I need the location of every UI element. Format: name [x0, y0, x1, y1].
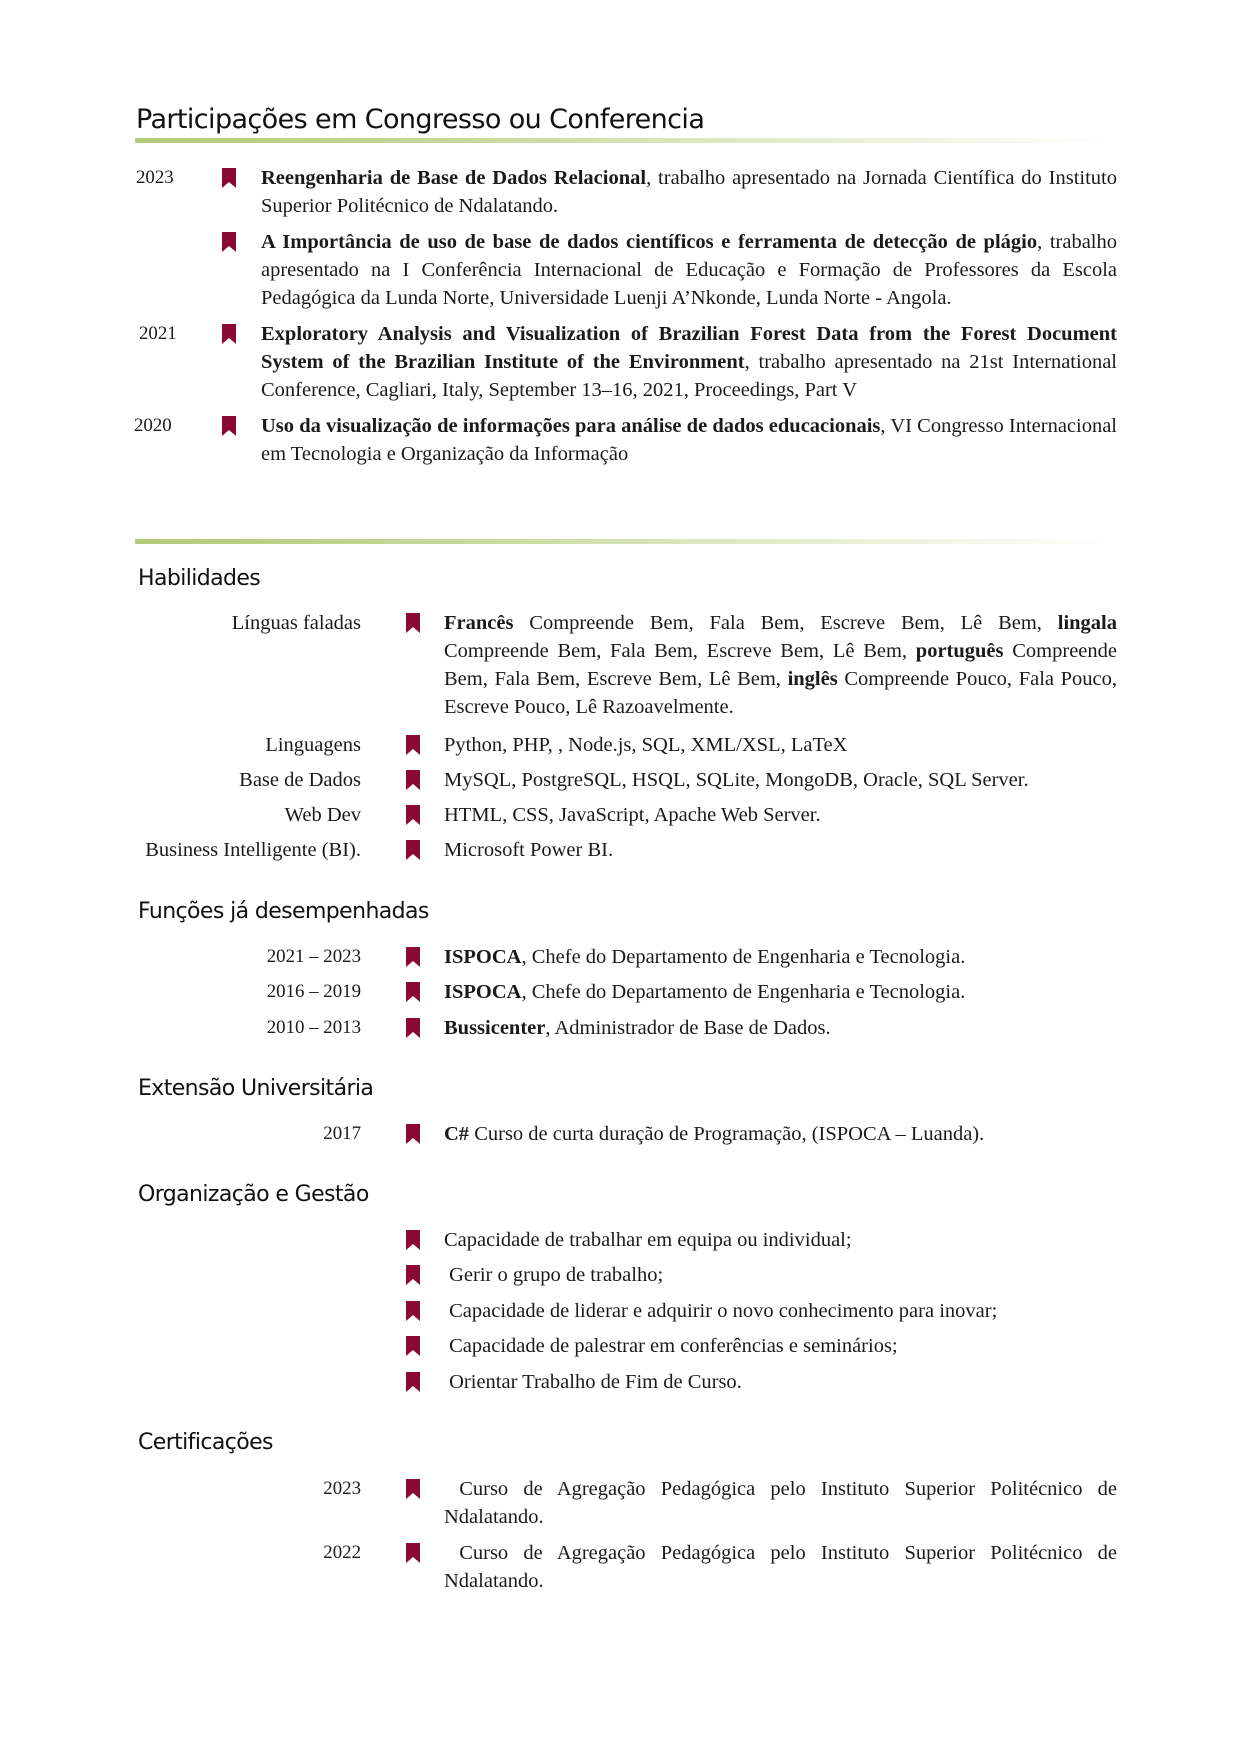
section-title-extension: Extensão Universitária [138, 1076, 374, 1101]
entry-title: Exploratory Analysis and Visualization of Brazilian Forest Data from the Forest Document System of the Brazilian Institute of the Environment [261, 323, 1117, 373]
role-org: Bussicenter [444, 1017, 546, 1039]
skill-label: Linguagens [265, 734, 361, 756]
item-text: Capacidade de trabalhar em equipa ou individual; [444, 1229, 852, 1251]
section-title-organization: Organização e Gestão [138, 1182, 369, 1207]
bookmark-icon [406, 840, 420, 860]
bookmark-icon [406, 770, 420, 790]
entry-desc: Curso de curta duração de Programação, (ISPOCA – Luanda). [469, 1123, 985, 1145]
entry-year: 2021 [139, 323, 177, 344]
bookmark-icon [222, 168, 236, 188]
skill-label: Base de Dados [239, 769, 361, 791]
certification-text: Curso de Agregação Pedagógica pelo Instituto Superior Politécnico de Ndalatando. [444, 1478, 1123, 1528]
role-org: ISPOCA [444, 981, 522, 1003]
language-level: Compreende Bem, Fala Bem, Escreve Bem, Lê Bem, [444, 640, 916, 662]
entry-title: C# [444, 1123, 470, 1145]
bookmark-icon [406, 1301, 420, 1321]
role-period: 2010 – 2013 [266, 1017, 361, 1038]
entry-desc: , trabalho apresentado na Jornada Científica do Instituto Superior Politécnico de Ndalatando. [261, 167, 1118, 217]
entry-title: Reengenharia de Base de Dados Relacional [261, 167, 647, 189]
language-name: inglês [787, 668, 838, 690]
bookmark-icon [222, 232, 236, 252]
bookmark-icon [406, 1479, 420, 1499]
role-period: 2016 – 2019 [266, 981, 361, 1002]
entry-year: 2023 [323, 1478, 361, 1499]
skill-label: Línguas faladas [231, 612, 361, 634]
section-title-skills: Habilidades [138, 566, 261, 591]
entry-year: 2020 [134, 415, 172, 436]
bookmark-icon [406, 805, 420, 825]
item-text: Gerir o grupo de trabalho; [444, 1264, 664, 1286]
skill-label: Business Intelligente (BI). [145, 839, 361, 861]
bookmark-icon [406, 947, 420, 967]
bookmark-icon [406, 1230, 420, 1250]
bookmark-icon [406, 1124, 420, 1144]
bookmark-icon [406, 1018, 420, 1038]
item-text: Orientar Trabalho de Fim de Curso. [444, 1371, 742, 1393]
language-name: lingala [1057, 612, 1117, 634]
certification-text: Curso de Agregação Pedagógica pelo Instituto Superior Politécnico de Ndalatando. [444, 1542, 1123, 1592]
bookmark-icon [222, 324, 236, 344]
section-rule [135, 138, 1110, 143]
section-title-roles: Funções já desempenhadas [138, 899, 429, 924]
language-name: Francês [444, 612, 514, 634]
role-desc: , Chefe do Departamento de Engenharia e Tecnologia. [521, 946, 966, 968]
language-level: Compreende Bem, Fala Bem, Escreve Bem, Lê Bem, [513, 612, 1058, 634]
role-period: 2021 – 2023 [266, 946, 361, 967]
skill-value: MySQL, PostgreSQL, HSQL, SQLite, MongoDB, Oracle, SQL Server. [444, 769, 1029, 791]
entry-title: Uso da visualização de informações para análise de dados educacionais [261, 415, 881, 437]
skill-value: Microsoft Power BI. [444, 839, 614, 861]
language-level: Compreende Bem, Fala Bem, Escreve Bem, Lê Bem, [444, 640, 1117, 690]
bookmark-icon [406, 1336, 420, 1356]
bookmark-icon [222, 416, 236, 436]
language-level: Compreende Pouco, Fala Pouco, Escreve Pouco, Lê Razoavelmente. [444, 668, 1117, 718]
section-title-congress: Participações em Congresso ou Conferencia [136, 104, 705, 135]
entry-year: 2023 [136, 167, 174, 188]
bookmark-icon [406, 735, 420, 755]
skill-value: Python, PHP, , Node.js, SQL, XML/XSL, LaTeX [444, 734, 848, 756]
skill-label: Web Dev [284, 804, 361, 826]
bookmark-icon [406, 1265, 420, 1285]
language-name: português [915, 640, 1004, 662]
item-text: Capacidade de palestrar em conferências e seminários; [444, 1335, 898, 1357]
item-text: Capacidade de liderar e adquirir o novo conhecimento para inovar; [444, 1300, 998, 1322]
bookmark-icon [406, 1372, 420, 1392]
bookmark-icon [406, 1543, 420, 1563]
section-title-certifications: Certificações [138, 1430, 273, 1455]
entry-desc: , VI Congresso Internacional em Tecnologia e Organização da Informação [261, 415, 1118, 465]
role-desc: , Administrador de Base de Dados. [545, 1017, 831, 1039]
bookmark-icon [406, 982, 420, 1002]
languages-text [444, 609, 1117, 721]
entry-year: 2022 [323, 1542, 361, 1563]
bookmark-icon [406, 613, 420, 633]
entry-year: 2017 [323, 1123, 361, 1144]
role-org: ISPOCA [444, 946, 522, 968]
skill-value: HTML, CSS, JavaScript, Apache Web Server. [444, 804, 821, 826]
section-divider [135, 539, 1110, 544]
entry-desc: , trabalho apresentado na 21st International Conference, Cagliari, Italy, September 13–16, 2021, Proceedings, Part V [261, 351, 1117, 401]
entry-desc: , trabalho apresentado na I Conferência Internacional de Educação e Formação de Professores da Escola Pedagógica da Lunda Norte, Universidade Luenji A’Nkonde, Lunda Norte - Angola. [261, 231, 1118, 309]
role-desc: , Chefe do Departamento de Engenharia e Tecnologia. [521, 981, 966, 1003]
entry-title: A Importância de uso de base de dados científicos e ferramenta de detecção de plágio [261, 231, 1038, 253]
